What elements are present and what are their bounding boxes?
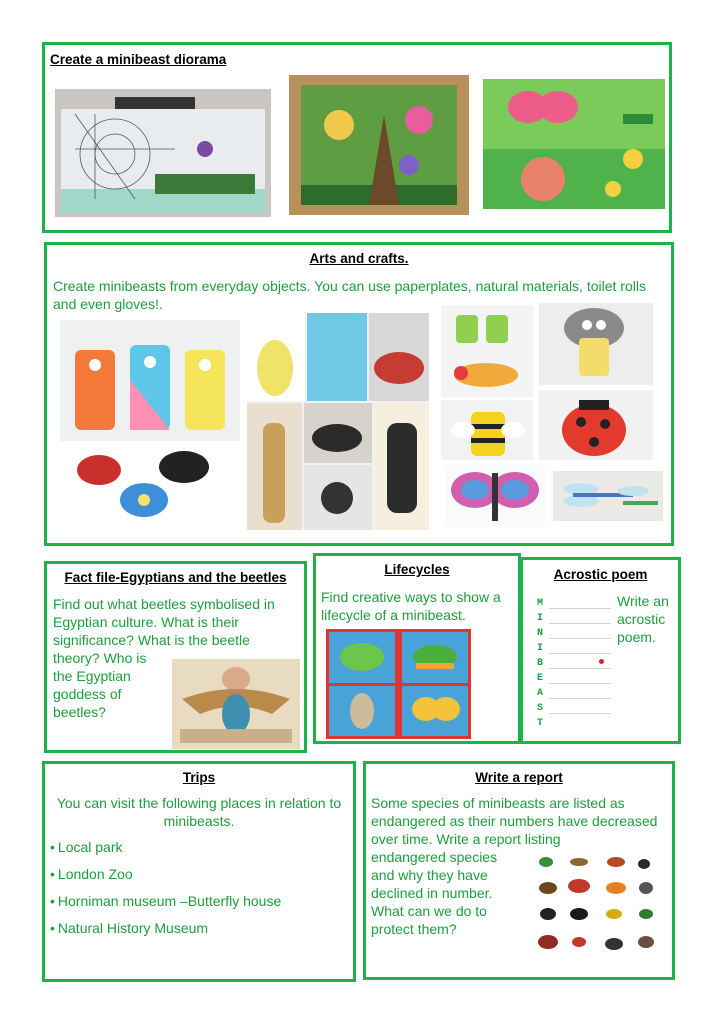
- acrostic-line-2: [549, 623, 611, 624]
- trip-natural-history-museum: • Natural History Museum: [50, 919, 281, 946]
- report-wrap-line-1: endangered species: [371, 849, 498, 865]
- bug-collage-photo: [247, 313, 429, 530]
- report-wrap-line-3: declined in number.: [371, 885, 493, 901]
- trips-intro-line-2: minibeasts.: [163, 813, 235, 829]
- egyptian-scarab-photo: [172, 659, 300, 749]
- butterfly-diorama-photo: [483, 79, 665, 209]
- acrostic-letter-1: M: [537, 598, 544, 609]
- fly-craft-photo: [539, 303, 653, 385]
- lifecycles-description: Find creative ways to show a lifecycle of a minibeast.: [321, 589, 501, 623]
- acrostic-line-5: [549, 668, 611, 669]
- factfile-description: Find out what beetles symbolised in Egyptian culture. What is their significance? What is the beetle: [53, 596, 275, 648]
- jungle-diorama-photo: [289, 75, 469, 215]
- trips-list: [50, 838, 281, 946]
- endangered-insects-photo: [534, 854, 660, 964]
- trips-section: [42, 761, 356, 982]
- acrostic-letter-7: A: [537, 688, 544, 699]
- trip-local-park: • Local park: [50, 838, 281, 865]
- lifecycles-title: Lifecycles: [384, 562, 450, 577]
- trips-intro-line-1: You can visit the following places in relation to: [56, 795, 342, 811]
- acrostic-line-7: [549, 698, 611, 699]
- cardboard-bugs-photo: [441, 305, 533, 397]
- acrostic-letter-8: S: [537, 703, 544, 714]
- report-wrap-line-5: protect them?: [371, 921, 457, 937]
- red-dot-marker: [599, 659, 604, 664]
- spider-web-diorama-photo: [55, 89, 271, 217]
- factfile-title: Fact file-Egyptians and the beetles: [64, 570, 287, 585]
- trips-title: Trips: [182, 770, 216, 785]
- arts-title: Arts and crafts.: [309, 251, 409, 266]
- factfile-wrap-line-3: goddess of: [53, 686, 122, 702]
- acrostic-letter-4: I: [537, 643, 544, 654]
- acrostic-description: Write an acrostic poem.: [617, 593, 669, 645]
- toilet-roll-bugs-photo: [60, 320, 240, 441]
- dragonfly-craft-photo: [553, 471, 663, 521]
- acrostic-letter-9: T: [537, 718, 544, 729]
- arts-section: [44, 242, 674, 546]
- acrostic-title: Acrostic poem: [553, 567, 648, 582]
- glove-spiders-photo: [64, 445, 224, 527]
- trip-horniman-museum: • Horniman museum –Butterfly house: [50, 892, 281, 919]
- acrostic-worksheet: [529, 593, 615, 731]
- report-description: Some species of minibeasts are listed as endangered as their numbers have decreased over time. Write a report listing: [371, 795, 658, 847]
- acrostic-line-6: [549, 683, 611, 684]
- report-section: [363, 761, 675, 980]
- arts-description: Create minibeasts from everyday objects. You can use paperplates, natural materials, toilet rolls and even gloves!.: [53, 278, 646, 312]
- lifecycles-section: [313, 553, 521, 744]
- lifecycle-craft-photo: [326, 629, 471, 739]
- diorama-title: Create a minibeast diorama: [50, 52, 227, 67]
- trip-london-zoo: • London Zoo: [50, 865, 281, 892]
- acrostic-line-1: [549, 608, 611, 609]
- bee-craft-photo: [441, 400, 533, 460]
- ladybird-craft-photo: [539, 390, 653, 460]
- acrostic-section: [520, 557, 681, 744]
- diorama-section: [42, 42, 672, 233]
- report-wrap-line-2: and why they have: [371, 867, 488, 883]
- acrostic-line-4: [549, 653, 611, 654]
- report-wrap-line-4: What can we do to: [371, 903, 487, 919]
- factfile-wrap-line-4: beetles?: [53, 704, 106, 720]
- factfile-wrap-line-1: theory? Who is: [53, 650, 147, 666]
- acrostic-line-8: [549, 713, 611, 714]
- acrostic-letter-2: I: [537, 613, 544, 624]
- acrostic-letter-5: B: [537, 658, 544, 669]
- acrostic-letter-3: N: [537, 628, 544, 639]
- report-title: Write a report: [475, 770, 563, 785]
- acrostic-line-3: [549, 638, 611, 639]
- acrostic-letter-6: E: [537, 673, 544, 684]
- factfile-wrap-line-2: the Egyptian: [53, 668, 131, 684]
- paper-butterfly-photo: [445, 465, 545, 527]
- factfile-section: [44, 561, 307, 753]
